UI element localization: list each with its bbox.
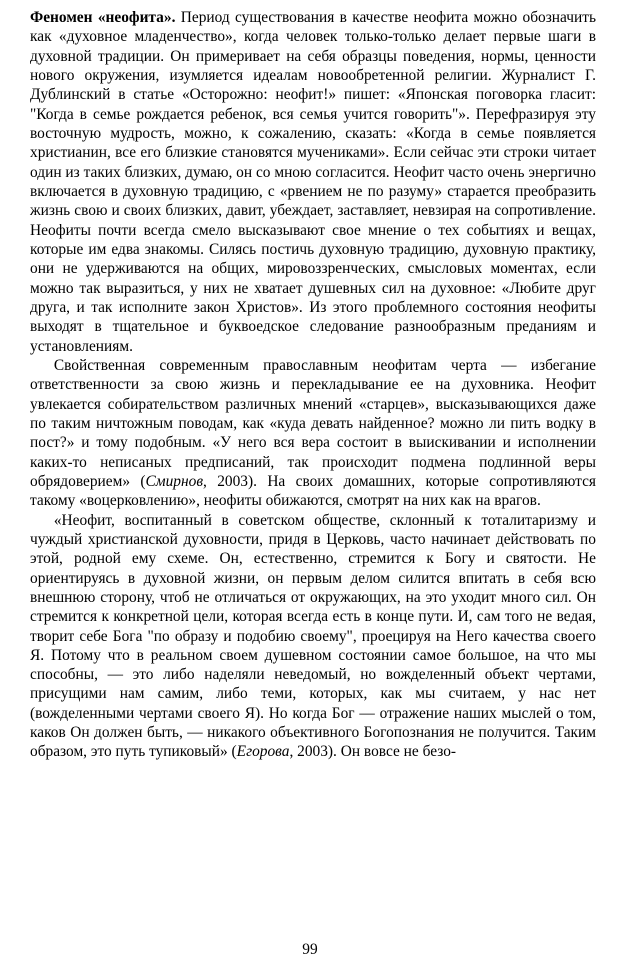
citation-egorova: Егорова	[236, 743, 290, 761]
paragraph-responsibility-avoidance	[30, 356, 596, 511]
lead-in-bold-term: Феномен «неофита».	[30, 9, 176, 26]
paragraph-soviet-upbringing-quote	[30, 511, 596, 762]
paragraph-1-text: Период существования в качестве неофита можно обозначить как «духовное младенчество», когда человек только-только делает первые шаги в духовной традиции. Он примеривает на себя образцы поведения, нормы, ценности нового окружения, изумляется идеалам новообретенной религии. Журналист Г. Дублинский в статье «Осторожно: неофит!» пишет: «Японская поговорка гласит: "Когда в семье рождается ребенок, вся семья учится говорить"». Перефразируя эту восточную мудрость, можно, к сожалению, сказать: «Когда в семье появляется христианин, все его близкие становятся мучениками». Если сейчас эти строки читает один из таких близких, думаю, он со мною согласится. Неофит часто очень энергично включается в духовную традицию, с «рвением не по разуму» старается преобразить жизнь свою и своих близких, давит, убеждает, заставляет, невзирая на сопротивление. Неофиты почти всегда смело высказывают свое мнение о тех событиях и вещах, которые им едва знакомы. Силясь постичь духовную традицию, духовную практику, они не удерживаются на общих, мировоззренческих, смысловых моментах, если можно так выразиться, у них не хватает душевных сил на духовное: «Любите друг друга, и так исполните закон Христов». Из этого проблемного состояния неофиты выходят в тщательное и буквоедское следование разнообразным преданиям и установлениям.	[30, 9, 596, 355]
paragraph-3-text-part1: «Неофит, воспитанный в советском обществе, склонный к тоталитаризму и чуждый христианской духовности, придя в Церковь, часто начинает действовать по этой, родной ему схеме. Он, естественно, стремится к Богу и святости. Не ориентируясь в духовной жизни, он первым делом силится впитать в себя всю внешнюю сторону, чтоб не отличаться от окружающих, на это уходит много сил. Он стремится к конкретной цели, которая всегда есть в конце пути. И, сам того не ведая, творит себе Бога "по образу и подобию своему", проецируя на Него качества своего Я. Потому что в реальном своем душевном состоянии самое большое, на что мы способны, — это либо наделяли неведомый, но вожделенный объект чертами, присущими нам самим, либо теми, которых, как мы считаем, у нас нет (вожделенными чертами своего Я). Но когда Бог — отражение наших мыслей о том, каков Он должен быть, — никакого объективного Богопознания не получится. Таким образом, это путь тупиковый» (	[30, 511, 596, 761]
page-body	[30, 8, 596, 762]
paragraph-neophyte-phenomenon	[30, 8, 596, 356]
page-number: 99	[302, 941, 318, 958]
paragraph-3-text-part2: , 2003). Он вовсе не безо-	[289, 743, 457, 761]
paragraph-2-text-part1: Свойственная современным православным неофитам черта — избегание ответственности за свою жизнь и перекладывание ее на духовника. Неофит увлекается собирательством различных мнений «старцев», высказывающихся даже по таким ничтожным поводам, как «куда девать найденное? можно ли пить водку в пост?» и тому подобным. «У него вся вера состоит в выискивании и исполнении каких-то неписаных предписаний, так происходит подмена подлинной веры обрядоверием» (	[30, 356, 596, 490]
citation-smirnov: Смирнов	[145, 472, 204, 490]
paragraph-2-text-part2: , 2003). На своих домашних, которые сопротивляются такому «воцерковлению», неофиты обижаются, смотрят на них как на врагов.	[30, 472, 596, 510]
